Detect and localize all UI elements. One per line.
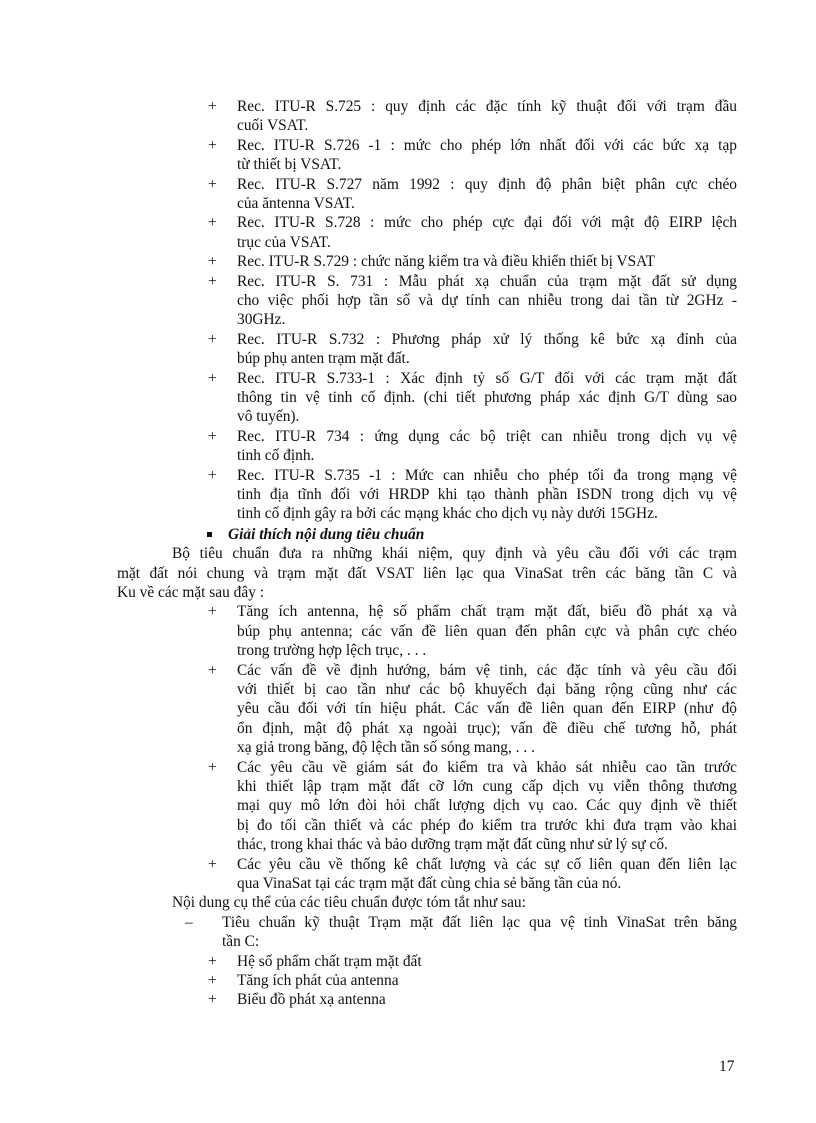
aspect-item-line: với thiết bị cao tần như các bộ khuyếch đại băng rộng cũng như các	[237, 681, 737, 698]
list-item-line: Rec. ITU-R S. 731 : Mẫu phát xạ chuẩn của trạm mặt đất sử dụng	[237, 272, 737, 290]
aspect-item-line: khi thiết lập trạm mặt đất cỡ lớn cung cấp dịch vụ viễn thông thương	[237, 778, 737, 795]
aspect-item-line: búp phụ antenna; các vấn đề liên quan đến phân cực và phân cực chéo	[237, 622, 737, 640]
sub-item: Tăng ích phát của antenna	[237, 972, 399, 989]
section-heading: Giải thích nội dung tiêu chuẩn	[228, 525, 425, 543]
list-item-line: từ thiết bị VSAT.	[237, 156, 342, 174]
plus-bullet: +	[208, 603, 217, 621]
list-item-line: tinh cố định.	[237, 447, 315, 465]
list-item-line: 30GHz.	[237, 311, 286, 329]
plus-bullet: +	[208, 98, 217, 115]
list-item-line: Rec. ITU-R S.735 -1 : Mức can nhiễu cho phép tối đa trong mạng vệ	[237, 466, 737, 484]
intro-paragraph-line: Bộ tiêu chuẩn đưa ra những khái niệm, quy định và yêu cầu đối với các trạm	[172, 545, 737, 563]
plus-bullet: +	[208, 758, 217, 776]
plus-bullet: +	[208, 972, 217, 989]
aspect-item-line: Các yêu cầu về giám sát đo kiểm tra và khảo sát nhiễu cao tần trước	[237, 758, 737, 776]
aspect-item-line: xạ giả trong băng, độ lệch tần số sóng mang, . . .	[237, 739, 535, 757]
plus-bullet: +	[208, 214, 217, 232]
list-item-line: cho việc phối hợp tần số và dự tính can nhiễu trong dai tần từ 2GHz -	[237, 292, 737, 309]
dash-bullet: –	[185, 913, 193, 931]
list-item-line: cuối VSAT.	[237, 117, 309, 135]
aspect-item-line: ổn định, mật độ phát xạ ngoài trục); vấn đề điều chế tương hỗ, phát	[237, 719, 737, 737]
plus-bullet: +	[208, 427, 217, 445]
list-item-line: tinh cố định gây ra bởi các mạng khác cho dịch vụ này dưới 15GHz.	[237, 505, 658, 523]
intro-paragraph-line: Ku về các mặt sau đây :	[117, 584, 265, 601]
aspect-item-line: Các vấn đề về định hướng, bám vệ tinh, các đặc tính và yêu cầu đối	[237, 661, 737, 679]
list-item-line: của ăntenna VSAT.	[237, 195, 355, 212]
list-item-line: Rec. ITU-R S.729 : chức năng kiểm tra và điều khiển thiết bị VSAT	[237, 253, 655, 271]
list-item-line: tinh địa tĩnh đối với HRDP khi tạo thành phần ISDN trong dịch vụ vệ	[237, 486, 737, 503]
list-item-line: Rec. ITU-R 734 : ứng dụng các bộ triệt can nhiễu trong dịch vụ vệ	[237, 427, 737, 445]
plus-bullet: +	[208, 136, 217, 154]
list-item-line: trục của VSAT.	[237, 233, 331, 251]
aspect-item-line: trong trường hợp lệch trục, . . .	[237, 642, 427, 660]
aspect-item-line: Tăng ích antenna, hệ số phẩm chất trạm mặt đất, biểu đồ phát xạ và	[237, 603, 737, 621]
plus-bullet: +	[208, 952, 217, 970]
list-item-line: Rec. ITU-R S.725 : quy định các đặc tính kỹ thuật đối với trạm đầu	[237, 98, 737, 115]
plus-bullet: +	[208, 991, 217, 1009]
list-item-line: thông tin vệ tinh cố định. (chi tiết phương pháp xác định G/T dùng sao	[237, 389, 737, 406]
plus-bullet: +	[208, 466, 217, 484]
aspect-item-line: thác, trong khai thác và bảo dưỡng trạm mặt đất cũng như sử lý sự cố.	[237, 836, 668, 854]
standard-line: tần C:	[222, 933, 260, 951]
aspect-item-line: Các yêu cầu về thống kê chất lượng và các sự cố liên quan đến liên lạc	[237, 855, 737, 873]
summary-line: Nội dung cụ thể của các tiêu chuẩn được tóm tắt như sau:	[172, 894, 526, 912]
plus-bullet: +	[208, 661, 217, 679]
plus-bullet: +	[208, 855, 217, 873]
list-item-line: Rec. ITU-R S.728 : mức cho phép cực đại đối với mật độ EIRP lệch	[237, 214, 737, 232]
aspect-item-line: qua VinaSat tại các trạm mặt đất cùng chia sẻ băng tần của nó.	[237, 875, 622, 892]
page-number: 17	[719, 1058, 735, 1075]
intro-paragraph-line: mặt đất nói chung và trạm mặt đất VSAT liên lạc qua VinaSat trên các băng tần C và	[117, 564, 737, 582]
plus-bullet: +	[208, 330, 217, 348]
list-item-line: vô tuyến).	[237, 408, 300, 426]
list-item-line: Rec. ITU-R S.732 : Phương pháp xử lý thống kê bức xạ đỉnh của	[237, 330, 737, 348]
list-item-line: Rec. ITU-R S.726 -1 : mức cho phép lớn nhất đối với các bức xạ tạp	[237, 136, 737, 154]
plus-bullet: +	[208, 272, 217, 290]
sub-item: Hệ số phẩm chất trạm mặt đất	[237, 952, 422, 970]
list-item-line: Rec. ITU-R S.733-1 : Xác định tỷ số G/T đối với các trạm mặt đất	[237, 369, 737, 387]
aspect-item-line: mại quy mô lớn đòi hỏi chất lượng dịch vụ cao. Các quy định về thiết	[237, 797, 737, 815]
square-bullet-icon	[207, 532, 212, 537]
plus-bullet: +	[208, 175, 217, 193]
aspect-item-line: bị đo tối cần thiết và các phép đo kiểm tra trước khi đưa trạm vào khai	[237, 816, 737, 834]
plus-bullet: +	[208, 369, 217, 387]
list-item-line: búp phụ anten trạm mặt đất.	[237, 350, 410, 368]
aspect-item-line: yêu cầu đối với tín hiệu phát. Các vấn đề liên quan đến EIRP (như độ	[237, 700, 737, 718]
list-item-line: Rec. ITU-R S.727 năm 1992 : quy định độ phân biệt phân cực chéo	[237, 175, 737, 193]
plus-bullet: +	[208, 253, 217, 271]
sub-item: Biểu đồ phát xạ antenna	[237, 991, 386, 1009]
standard-line: Tiêu chuẩn kỹ thuật Trạm mặt đất liên lạc qua vệ tinh VinaSat trên băng	[222, 913, 737, 931]
